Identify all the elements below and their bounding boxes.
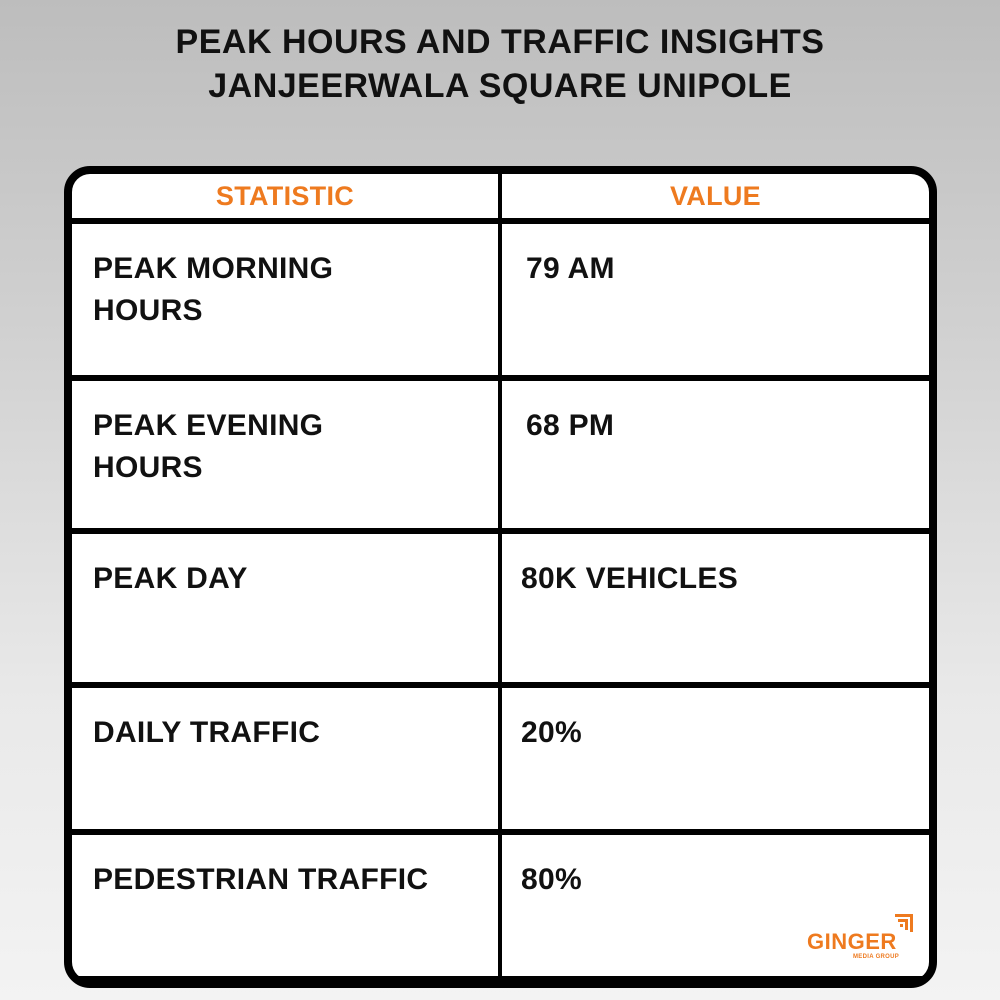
row-2-statistic-line-2: HOURS (93, 451, 203, 484)
title-line-1: PEAK HOURS AND TRAFFIC INSIGHTS (175, 23, 825, 61)
row-4-value: 20% (502, 688, 929, 829)
header-statistic: STATISTIC (72, 174, 498, 218)
row-1-value: 79 AM (502, 224, 929, 375)
page-title (0, 20, 1000, 108)
row-4-statistic (72, 688, 498, 829)
row-5-value (502, 835, 929, 976)
logo-tagline: MEDIA GROUP (853, 954, 900, 960)
row-1-statistic-line-1: PEAK MORNING (93, 252, 334, 285)
ginger-logo-icon (895, 914, 913, 932)
row-2-value: 68 PM (502, 381, 929, 528)
row-5-statistic-line-1: PEDESTRIAN TRAFFIC (93, 863, 429, 896)
row-2-statistic (72, 381, 498, 528)
row-3-value: 80K VEHICLES (502, 534, 929, 682)
row-1-statistic-line-2: HOURS (93, 294, 203, 327)
table-grid (72, 174, 929, 980)
title-line-2: JANJEERWALA SQUARE UNIPOLE (208, 67, 792, 105)
row-2-statistic-line-1: PEAK EVENING (93, 409, 324, 442)
row-5-statistic (72, 835, 498, 976)
header-value: VALUE (502, 174, 929, 218)
row-3-statistic-line-1: PEAK DAY (93, 562, 248, 595)
row-4-statistic-line-1: DAILY TRAFFIC (93, 716, 321, 749)
row-1-statistic (72, 224, 498, 375)
row-3-statistic (72, 534, 498, 682)
ginger-media-group-logo (807, 914, 917, 968)
logo-wordmark: GINGER (807, 929, 897, 954)
statistics-table (64, 166, 937, 988)
row-5-value-text: 80% (521, 863, 582, 896)
